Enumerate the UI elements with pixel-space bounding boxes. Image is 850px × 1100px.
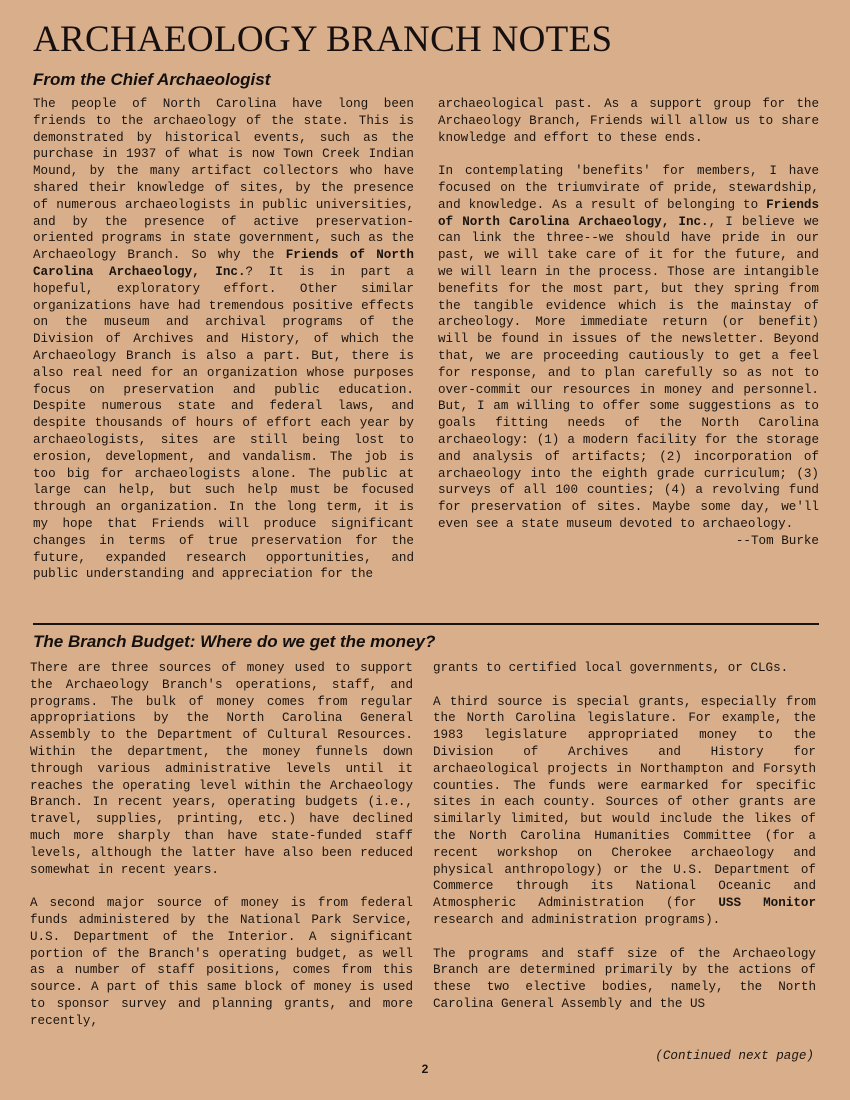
budget-right-column xyxy=(433,660,816,1013)
budget-section-title: The Branch Budget: Where do we get the money? xyxy=(33,632,436,651)
paragraph: archaeological past. As a support group for the Archaeology Branch, Friends will allow us to share knowledge and effort to these ends. xyxy=(438,97,819,145)
masthead-title: ARCHAEOLOGY BRANCH NOTES xyxy=(33,19,613,60)
chief-left-column xyxy=(33,96,414,583)
chief-section-title: From the Chief Archaeologist xyxy=(33,70,271,89)
chief-right-column xyxy=(438,96,819,550)
bold-run: USS Monitor xyxy=(718,896,816,911)
paragraph: There are three sources of money used to support the Archaeology Branch's operations, staff, and programs. The bulk of money comes from regular appropriations by the North Carolina General Assembly to the Department of Cultural Resources. Within the department, the money funnels down through various administrative levels until it reaches the operating level within the Archaeology Branch. In recent years, operating budgets (i.e., travel, supplies, printing, etc.) have declined much more sharply than have state-funded staff levels, although the latter have also been reduced somewhat in recent years. xyxy=(30,661,413,877)
paragraph: The programs and staff size of the Archaeology Branch are determined primarily by the actions of these two elective bodies, namely, the North Carolina General Assembly and the US xyxy=(433,946,816,1011)
paragraph: In contemplating 'benefits' for members, I have focused on the triumvirate of pride, stewardship, and knowledge. As a result of belonging to Friends of North Carolina Archaeology, Inc., I believe we can link the three--we should have pride in our past, we will take care of it for the future, and we will learn in the process. Those are intangible benefits for the most part, but they spring from the tangible evidence which is the mainstay of archeology. More immediate return (or benefit) will be found in issues of the newsletter. Beyond that, we are proceeding cautiously to get a feel for response, and to plan carefully so as not to over-commit our resources in money and personnel. But, I am willing to offer some suggestions as to goals fitting needs of the North Carolina archaeology: (1) a modern facility for the storage and analysis of artifacts; (2) incorporation of archaeology into the eighth grade curriculum; (3) surveys of all 100 counties; (4) a revolving fund for preservation of sites. Maybe some day, we'll even see a state museum devoted to archaeology. xyxy=(438,164,820,531)
author-signature: --Tom Burke xyxy=(735,533,819,548)
continued-note: (Continued next page) xyxy=(655,1049,814,1063)
budget-left-column xyxy=(30,660,413,1030)
paragraph: grants to certified local governments, or CLGs. xyxy=(433,661,789,675)
bold-run: Friends of North Carolina Archaeology, Inc. xyxy=(33,248,414,279)
chief-right-text xyxy=(438,96,819,533)
section-divider xyxy=(33,623,819,625)
paragraph: A second major source of money is from federal funds administered by the National Park Service, U.S. Department of the Interior. A significant portion of the Branch's operating budget, as well as a number of staff positions, comes from this source. A part of this same block of money is used to sponsor survey and planning grants, and more recently, xyxy=(30,896,413,1028)
page-number: 2 xyxy=(421,1062,429,1076)
bold-run: Friends of North Carolina Archaeology, Inc. xyxy=(438,197,819,229)
paragraph: A third source is special grants, especially from the North Carolina legislature. For example, the 1983 legislature appropriated money to the Division of Archives and History for archaeological projects in Northampton and Forsyth counties. The funds were earmarked for specific sites in each county. Sources of other grants are similarly limited, but would include the likes of the North Carolina Humanities Committee (for a recent workshop on Cherokee archaeology and physical anthropology) or the U.S. Department of Commerce through its National Oceanic and Atmospheric Administration (for USS Monitor research and administration programs). xyxy=(433,694,816,927)
paragraph: The people of North Carolina have long been friends to the archaeology of the state. This is demonstrated by historical events, such as the purchase in 1937 of what is now Town Creek Indian Mound, by the many artifact collectors who have shared their knowledge of sites, by the presence of numerous archaeologists in public universities, and by the presence of active preservation-oriented programs in state government, such as the Archaeology Branch. So why the Friends of North Carolina Archaeology, Inc.? It is in part a hopeful, exploratory effort. Other similar organizations have had tremendous positive effects on the museum and archival programs of the Division of Archives and History, of which the Archaeology Branch is also a part. But, there is also real need for an organization whose purposes focus on preservation and public education. Despite numerous state and federal laws, and despite thousands of hours of effort each year by archaeologists, sites are still being lost to erosion, development, and vandalism. The job is too big for archaeologists alone. The public at large can help, but such help must be focused through an organization. In the long term, it is my hope that Friends will produce significant changes in terms of true preservation for the future, expanded research opportunities, and public understanding and appreciation for the xyxy=(33,97,414,582)
